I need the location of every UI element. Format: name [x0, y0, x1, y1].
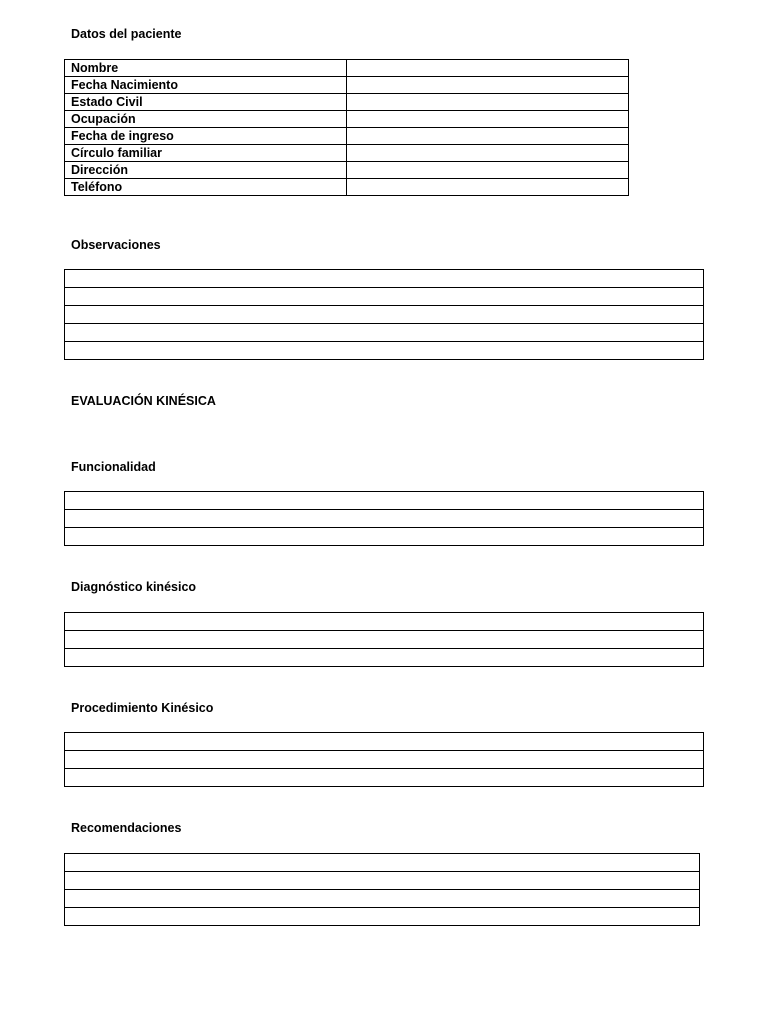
table-row [65, 94, 629, 111]
field-label-fecha-nacimiento: Fecha Nacimiento [65, 77, 347, 94]
funcionalidad-lines-box [64, 491, 704, 546]
procedimiento-lines-box [64, 732, 704, 787]
recomendaciones-line[interactable] [65, 908, 699, 926]
observaciones-line[interactable] [65, 270, 703, 288]
patient-data-table [64, 59, 629, 196]
observaciones-line[interactable] [65, 288, 703, 306]
field-value-circulo-familiar[interactable] [347, 145, 629, 162]
patient-section-title: Datos del paciente [71, 27, 182, 41]
recomendaciones-line[interactable] [65, 890, 699, 908]
field-value-fecha-nacimiento[interactable] [347, 77, 629, 94]
table-row [65, 60, 629, 77]
field-label-fecha-ingreso: Fecha de ingreso [65, 128, 347, 145]
table-row [65, 179, 629, 196]
funcionalidad-line[interactable] [65, 528, 703, 546]
field-label-telefono: Teléfono [65, 179, 347, 196]
table-row [65, 77, 629, 94]
field-value-ocupacion[interactable] [347, 111, 629, 128]
field-value-telefono[interactable] [347, 179, 629, 196]
diagnostico-title: Diagnóstico kinésico [71, 580, 197, 594]
diagnostico-lines-box [64, 612, 704, 667]
field-value-fecha-ingreso[interactable] [347, 128, 629, 145]
field-value-nombre[interactable] [347, 60, 629, 77]
table-row [65, 128, 629, 145]
diagnostico-line[interactable] [65, 631, 703, 649]
procedimiento-line[interactable] [65, 733, 703, 751]
funcionalidad-line[interactable] [65, 510, 703, 528]
procedimiento-title: Procedimiento Kinésico [71, 701, 214, 715]
observaciones-title: Observaciones [71, 238, 161, 252]
table-row [65, 145, 629, 162]
field-label-direccion: Dirección [65, 162, 347, 179]
observaciones-lines-box [64, 269, 704, 360]
recomendaciones-line[interactable] [65, 872, 699, 890]
field-label-circulo-familiar: Círculo familiar [65, 145, 347, 162]
recomendaciones-line[interactable] [65, 854, 699, 872]
diagnostico-line[interactable] [65, 649, 703, 667]
field-value-estado-civil[interactable] [347, 94, 629, 111]
field-label-ocupacion: Ocupación [65, 111, 347, 128]
procedimiento-line[interactable] [65, 751, 703, 769]
recomendaciones-title: Recomendaciones [71, 821, 182, 835]
evaluacion-kinesica-title: EVALUACIÓN KINÉSICA [71, 394, 216, 408]
field-label-estado-civil: Estado Civil [65, 94, 347, 111]
table-row [65, 162, 629, 179]
observaciones-line[interactable] [65, 306, 703, 324]
diagnostico-line[interactable] [65, 613, 703, 631]
recomendaciones-lines-box [64, 853, 700, 926]
observaciones-line[interactable] [65, 324, 703, 342]
field-label-nombre: Nombre [65, 60, 347, 77]
procedimiento-line[interactable] [65, 769, 703, 787]
field-value-direccion[interactable] [347, 162, 629, 179]
observaciones-line[interactable] [65, 342, 703, 360]
funcionalidad-title: Funcionalidad [71, 460, 156, 474]
funcionalidad-line[interactable] [65, 492, 703, 510]
table-row [65, 111, 629, 128]
